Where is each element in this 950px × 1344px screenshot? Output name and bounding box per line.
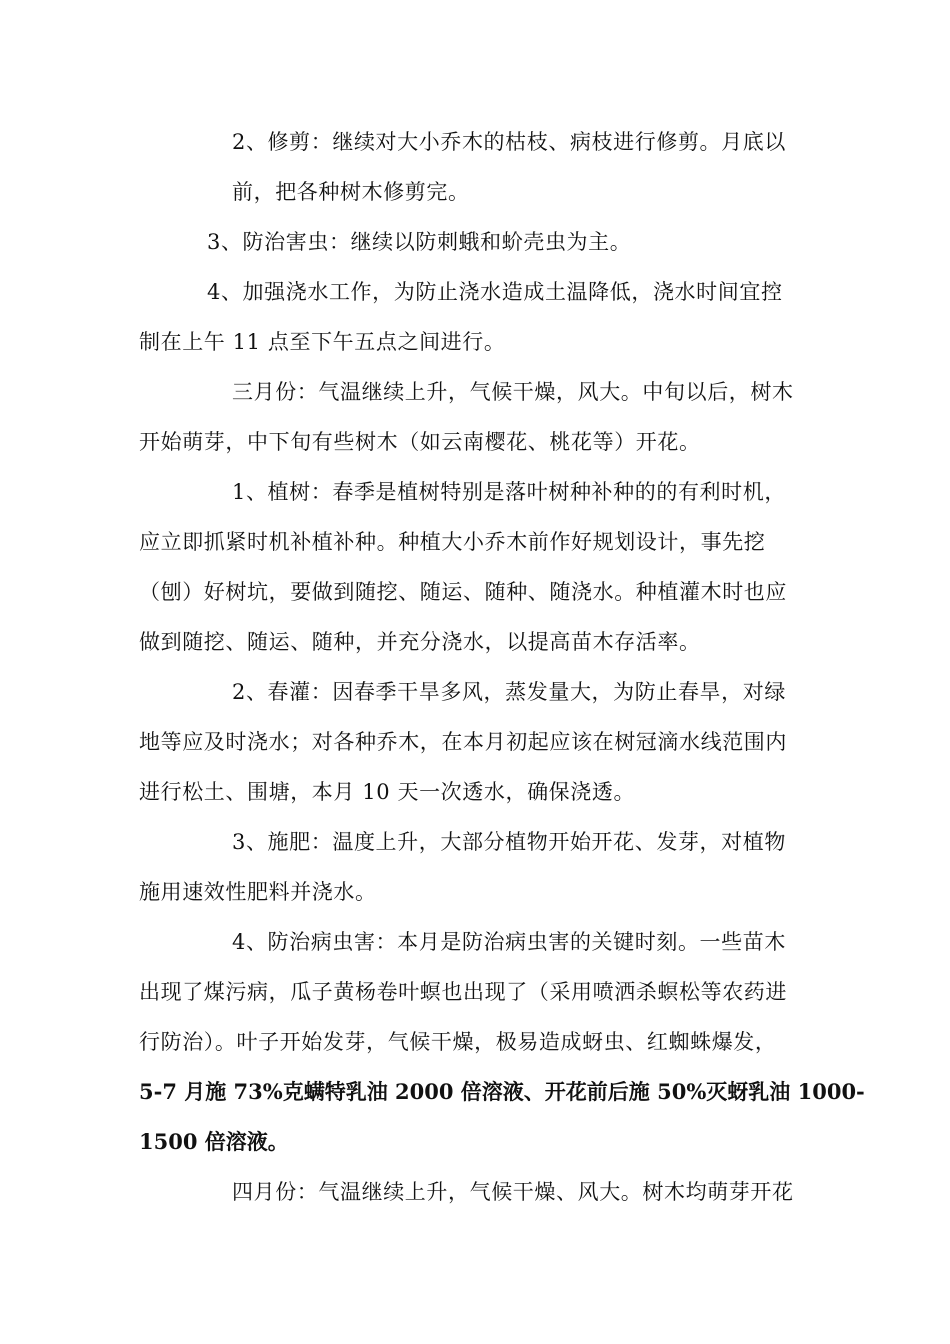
text-line: 2、春灌：因春季干旱多风，蒸发量大，为防止春旱，对绿 xyxy=(232,680,786,704)
text-line: 制在上午 11 点至下午五点之间进行。 xyxy=(139,330,506,354)
text-line: 4、防治病虫害：本月是防治病虫害的关键时刻。一些苗木 xyxy=(232,930,786,954)
text-line: 地等应及时浇水；对各种乔木，在本月初起应该在树冠滴水线范围内 xyxy=(139,730,787,754)
text-line: 1500 倍溶液。 xyxy=(139,1129,289,1154)
text-line: 行防治）。叶子开始发芽，气候干燥，极易造成蚜虫、红蜘蛛爆发， xyxy=(139,1030,777,1054)
text-line: 1、植树：春季是植树特别是落叶树种补种的的有利时机， xyxy=(232,480,786,504)
text-line: （刨）好树坑，要做到随挖、随运、随种、随浇水。种植灌木时也应 xyxy=(139,580,787,604)
text-line: 4、加强浇水工作，为防止浇水造成土温降低，浇水时间宜控 xyxy=(207,280,783,304)
text-line: 应立即抓紧时机补植补种。种植大小乔木前作好规划设计，事先挖 xyxy=(139,530,766,554)
text-line: 3、施肥：温度上升，大部分植物开始开花、发芽，对植物 xyxy=(232,830,786,854)
text-line: 3、防治害虫：继续以防刺蛾和蚧壳虫为主。 xyxy=(207,230,632,254)
text-line: 前，把各种树木修剪完。 xyxy=(232,180,470,204)
text-line: 开始萌芽，中下旬有些树木（如云南樱花、桃花等）开花。 xyxy=(139,430,701,454)
text-line: 出现了煤污病，瓜子黄杨卷叶螟也出现了（采用喷洒杀螟松等农药进 xyxy=(139,980,787,1004)
text-line: 进行松土、围塘，本月 10 天一次透水，确保浇透。 xyxy=(139,780,636,804)
text-line: 2、修剪：继续对大小乔木的枯枝、病枝进行修剪。月底以 xyxy=(232,130,786,154)
text-line: 四月份：气温继续上升，气候干燥、风大。树木均萌芽开花 xyxy=(232,1180,794,1204)
text-line: 5-7 月施 73%克螨特乳油 2000 倍溶液、开花前后施 50%灭蚜乳油 1000- xyxy=(139,1079,865,1104)
text-line: 三月份：气温继续上升，气候干燥，风大。中旬以后，树木 xyxy=(232,380,794,404)
text-line: 施用速效性肥料并浇水。 xyxy=(139,880,377,904)
text-line: 做到随挖、随运、随种，并充分浇水，以提高苗木存活率。 xyxy=(139,630,701,654)
